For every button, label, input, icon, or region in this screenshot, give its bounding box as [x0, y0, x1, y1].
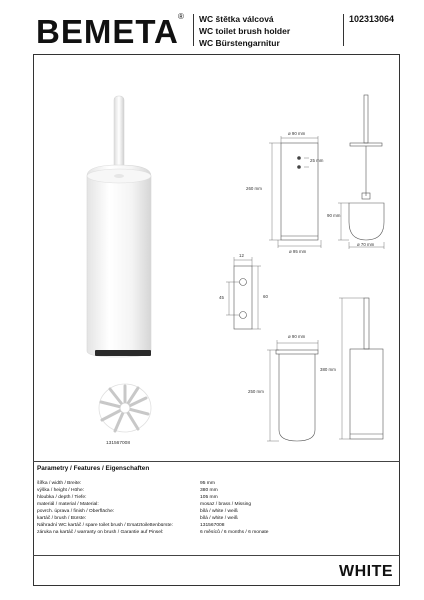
param-label: kartáč / brush / Bürste:: [37, 516, 87, 521]
param-row: [37, 501, 367, 508]
assembled-drawing: [339, 298, 383, 439]
param-value: 380 mm: [200, 488, 218, 493]
param-label: povrch. úprava / finish / Oberfläche:: [37, 509, 115, 514]
spare-brush-photo: [99, 384, 151, 432]
product-photo: [87, 96, 151, 357]
param-value: bílá / white / weiß: [200, 509, 238, 514]
dim-plate-hole-gap: 45: [219, 295, 224, 300]
dim-bottom-diameter: ø 95 mm: [289, 249, 307, 254]
dim-insert-diameter: ø 90 mm: [288, 334, 306, 339]
dim-plate-height: 60: [263, 294, 268, 299]
param-row: [37, 508, 367, 515]
param-row: [37, 515, 367, 522]
param-row: [37, 487, 367, 494]
holder-front-drawing: [269, 136, 324, 248]
param-value: 6 měsíců / 6 months / 6 monate: [200, 530, 269, 535]
dim-top-diameter: ø 90 mm: [288, 131, 306, 136]
param-label: hloubka / depth / Tiefe:: [37, 495, 87, 500]
title-english: WC toilet brush holder: [199, 26, 291, 36]
mounting-plate-drawing: [226, 257, 261, 329]
param-value: 95 mm: [200, 481, 215, 486]
dim-holder-height: 260 mm: [246, 186, 262, 191]
brand-logo: BEMETA: [36, 13, 179, 50]
product-code: 102313064: [349, 14, 395, 24]
param-value: 131567008: [200, 523, 225, 528]
dim-total-height: 380 mm: [320, 367, 336, 372]
dim-plate-width: 12: [239, 253, 244, 258]
param-value: mosaz / brass / Missing: [200, 502, 252, 507]
dim-insert-height: 250 mm: [248, 389, 264, 394]
title-german: WC Bürstengarnitur: [199, 38, 280, 48]
param-label: Náhradní WC kartáč / spare toilet brush / Ersatztoilettenbürste:: [37, 523, 173, 528]
param-label: výška / height / Höhe:: [37, 488, 85, 493]
param-row: [37, 480, 367, 487]
param-label: záruka na kartáč / warranty on brush / Garantie auf Pinsel:: [37, 530, 164, 535]
brush-drawing: [338, 95, 384, 249]
param-value: bílá / white / weiß: [200, 516, 238, 521]
spare-brush-code: 131567008: [106, 441, 131, 446]
dim-wall-gap: 25 mm: [310, 158, 324, 163]
param-row: [37, 529, 367, 536]
param-value: 105 mm: [200, 495, 218, 500]
dim-brush-head-height: 90 mm: [327, 213, 341, 218]
param-row: [37, 494, 367, 501]
parameters-title: Parametry / Features / Eigenschaften: [37, 465, 150, 472]
dim-brush-head-diameter: ø 70 mm: [357, 242, 375, 247]
color-name: WHITE: [339, 563, 394, 580]
param-label: šířka / width / Breite:: [37, 481, 82, 486]
title-czech: WC štětka válcová: [199, 14, 274, 24]
param-row: [37, 522, 367, 529]
param-label: materiál / material / Material:: [37, 502, 99, 507]
registered-mark: ®: [178, 12, 184, 21]
insert-drawing: [267, 340, 318, 441]
